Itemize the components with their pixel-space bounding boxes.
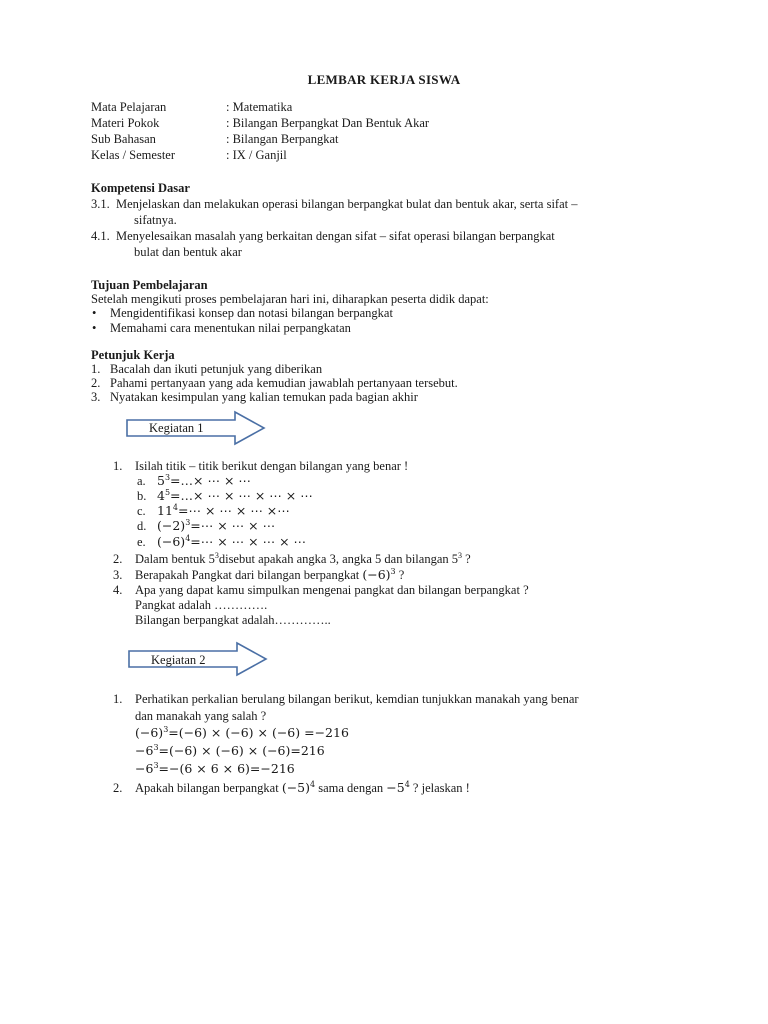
kompetensi-text: sifatnya. [134, 213, 177, 227]
info-value: : Matematika [226, 100, 293, 114]
question-text: Berapakah Pangkat dari bilangan berpangkat $(-6)^3$ ? [135, 566, 405, 582]
question-num: 1. [113, 459, 123, 473]
info-label: Materi Pokok [91, 116, 160, 130]
petunjuk-text: Pahami pertanyaan yang ada kemudian jawablah pertanyaan tersebut. [110, 376, 458, 390]
kompetensi-num: 3.1. [91, 197, 110, 211]
question-text: Perhatikan perkalian berulang bilangan berikut, kemdian tunjukkan manakah yang benar [135, 692, 579, 706]
info-value: : IX / Ganjil [226, 148, 287, 162]
equation: $-6^3=-(6 \times 6 \times 6)=-216$ [135, 760, 295, 776]
kompetensi-text: bulat dan bentuk akar [134, 245, 242, 259]
petunjuk-num: 1. [91, 362, 101, 376]
info-value: : Bilangan Berpangkat [226, 132, 339, 146]
sub-letter: e. [137, 535, 146, 549]
question-text: Apa yang dapat kamu simpulkan mengenai pangkat dan bilangan berpangkat ? [135, 583, 529, 597]
kompetensi-text: Menjelaskan dan melakukan operasi bilangan berpangkat bulat dan bentuk akar, serta sifat – [116, 197, 578, 211]
equation: $-6^3=(-6) \times (-6) \times (-6)=216$ [135, 742, 325, 758]
kegiatan-1-arrow [125, 410, 267, 446]
equation: $(-6)^3=(-6) \times (-6) \times (-6) =-216$ [135, 724, 349, 740]
math-expression: $(-2)^3=\cdots$ × ⋯ × ⋯ [157, 517, 276, 533]
math-expression: $11^4=\cdots$ × ⋯ × ⋯ ×⋯ [157, 502, 290, 518]
kompetensi-heading: Kompetensi Dasar [91, 181, 190, 195]
sub-letter: c. [137, 504, 146, 518]
info-label: Sub Bahasan [91, 132, 156, 146]
tujuan-intro: Setelah mengikuti proses pembelajaran hari ini, diharapkan peserta didik dapat: [91, 292, 489, 306]
math-expression: $(-6)^4=\cdots$ × ⋯ × ⋯ × ⋯ [157, 533, 307, 549]
kegiatan-2-label: Kegiatan 2 [151, 653, 206, 667]
petunjuk-text: Bacalah dan ikuti petunjuk yang diberikan [110, 362, 323, 376]
question-num: 2. [113, 781, 123, 795]
question-num: 4. [113, 583, 123, 597]
bullet: • [92, 321, 97, 335]
question-text: Dalam bentuk $5^3disebut$ apakah angka 3, angka 5 dan bilangan $5^3$ ? [135, 550, 471, 566]
answer-line: Bilangan berpangkat adalah………….. [135, 613, 331, 627]
kegiatan-1-label: Kegiatan 1 [149, 421, 204, 435]
answer-line: Pangkat adalah …………. [135, 598, 268, 612]
math-expression: $5^3=\dots\times$ ⋯ × ⋯ [157, 472, 251, 488]
question-num: 2. [113, 552, 123, 566]
tujuan-heading: Tujuan Pembelajaran [91, 278, 208, 292]
question-text: Isilah titik – titik berikut dengan bilangan yang benar ! [135, 459, 409, 473]
math-expression: $4^5=\dots\times$ ⋯ × ⋯ × ⋯ × ⋯ [157, 487, 313, 503]
question-text: Apakah bilangan berpangkat $(-5)^4$ sama dengan $-5^4$ ? jelaskan ! [135, 779, 470, 795]
sub-letter: a. [137, 474, 146, 488]
tujuan-item: Memahami cara menentukan nilai perpangkatan [110, 321, 351, 335]
question-num: 1. [113, 692, 123, 706]
info-label: Mata Pelajaran [91, 100, 167, 114]
sub-letter: d. [137, 519, 147, 533]
page-title: LEMBAR KERJA SISWA [307, 72, 461, 87]
info-label: Kelas / Semester [91, 148, 176, 162]
petunjuk-text: Nyatakan kesimpulan yang kalian temukan pada bagian akhir [110, 390, 418, 404]
question-text: dan manakah yang salah ? [135, 709, 267, 723]
tujuan-item: Mengidentifikasi konsep dan notasi bilangan berpangkat [110, 306, 393, 320]
petunjuk-heading: Petunjuk Kerja [91, 348, 175, 362]
sub-letter: b. [137, 489, 147, 503]
bullet: • [92, 306, 97, 320]
petunjuk-num: 2. [91, 376, 101, 390]
kegiatan-2-arrow [127, 641, 269, 677]
kompetensi-text: Menyelesaikan masalah yang berkaitan dengan sifat – sifat operasi bilangan berpangkat [116, 229, 555, 243]
petunjuk-num: 3. [91, 390, 101, 404]
info-value: : Bilangan Berpangkat Dan Bentuk Akar [226, 116, 430, 130]
question-num: 3. [113, 568, 123, 582]
kompetensi-num: 4.1. [91, 229, 110, 243]
